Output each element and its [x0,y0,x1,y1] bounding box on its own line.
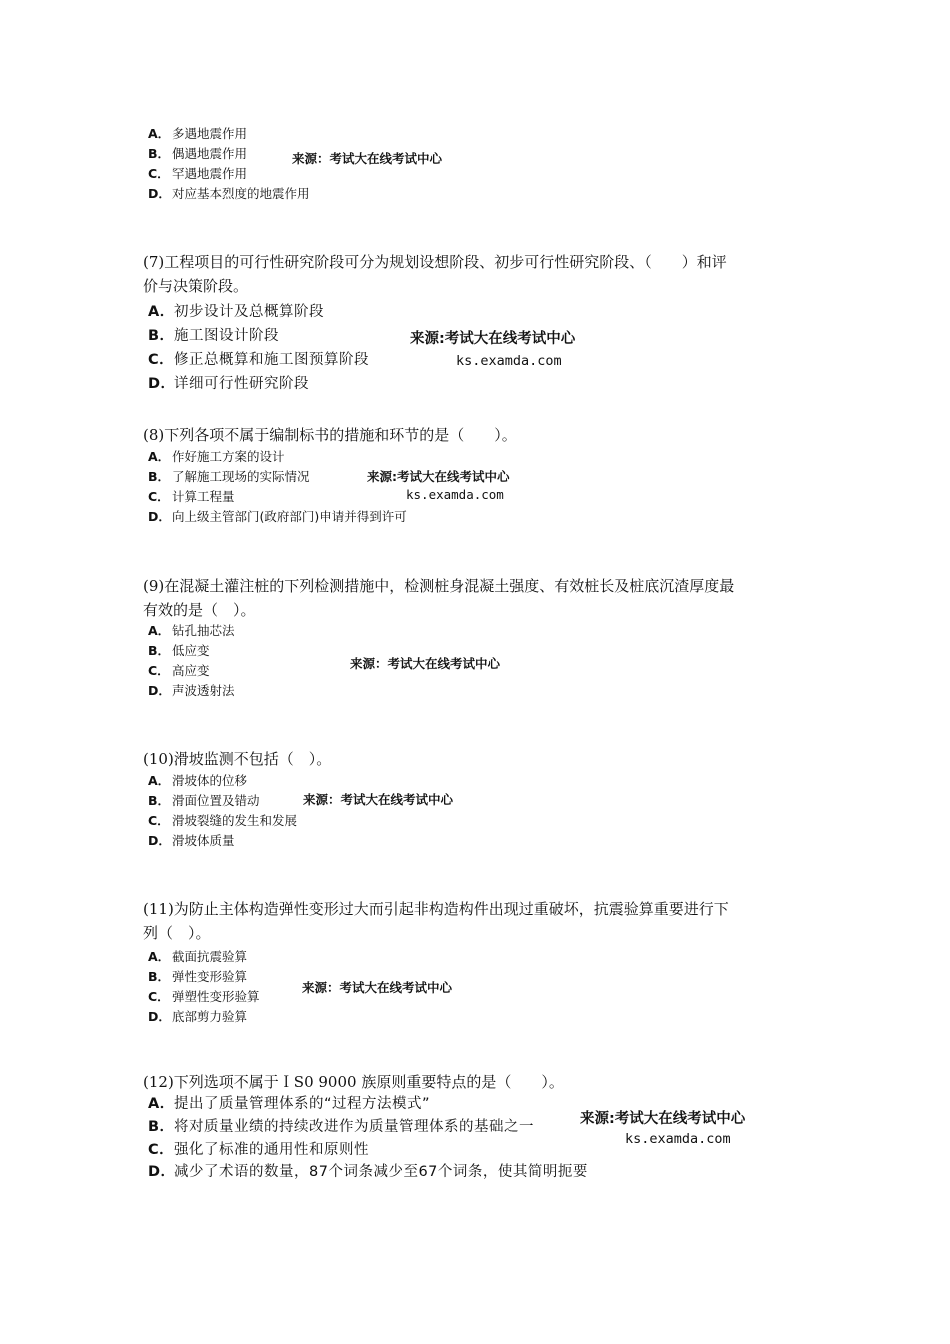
source-watermark: 来源:考试大在线考试中心 [580,1111,746,1127]
option-b: B． 低应变 [148,643,210,658]
question-stem: (8)下列各项不属于编制标书的措施和环节的是（ ）。 [143,426,517,444]
option-a: A． 作好施工方案的设计 [148,449,285,464]
option-b: B． 弹性变形验算 [148,969,248,984]
option-d: D．滑坡体质量 [148,833,235,848]
source-watermark: 来源：考试大在线考试中心 [302,980,453,995]
option-b: B． 滑面位置及错动 [148,793,260,808]
source-watermark: 来源：考试大在线考试中心 [292,151,443,166]
question-stem: (11)为防止主体构造弹性变形过大而引起非构造构件出现过重破坏，抗震验算重要进行下 列（ ）。 [143,900,729,942]
source-watermark: 来源:考试大在线考试中心 [410,331,576,347]
option-c: C．强化了标准的通用性和原则性 [148,1142,369,1158]
option-c: C． 高应变 [148,663,210,678]
option-d: D．向上级主管部门(政府部门)申请并得到许可 [148,509,407,524]
option-a: A． 截面抗震验算 [148,949,248,964]
option-d: D．详细可行性研究阶段 [148,376,309,392]
option-d: D．声波透射法 [148,683,235,698]
source-url: ks.examda.com [406,487,504,502]
option-b: B． 了解施工现场的实际情况 [148,469,310,484]
option-c: C． 滑坡裂缝的发生和发展 [148,813,298,828]
source-watermark: 来源：考试大在线考试中心 [303,792,454,807]
option-a: A． 多遇地震作用 [148,126,248,141]
option-c: C． 罕遇地震作用 [148,166,248,181]
option-b: B．施工图设计阶段 [148,328,279,344]
question-stem: (12)下列选项不属于ＩS0 9000 族原则重要特点的是（ ）。 [143,1073,564,1091]
option-a: A．提出了质量管理体系的“过程方法模式” [148,1096,431,1112]
option-d: D．底部剪力验算 [148,1009,248,1024]
source-watermark: 来源：考试大在线考试中心 [350,656,501,671]
option-b: B． 偶遇地震作用 [148,146,248,161]
option-a: A． 滑坡体的位移 [148,773,248,788]
option-b: B．将对质量业绩的持续改进作为质量管理体系的基础之一 [148,1119,534,1135]
question-stem: (10)滑坡监测不包括（ ）。 [143,750,332,768]
source-watermark: 来源:考试大在线考试中心 [367,469,510,484]
source-url: ks.examda.com [625,1131,731,1147]
source-url: ks.examda.com [456,353,562,369]
option-a: A．初步设计及总概算阶段 [148,304,324,320]
option-c: C．修正总概算和施工图预算阶段 [148,352,369,368]
question-stem: (9)在混凝土灌注桩的下列检测措施中，检测桩身混凝土强度、有效桩长及桩底沉渣厚度最 有效的是（ ）。 [143,577,735,619]
question-stem: (7)工程项目的可行性研究阶段可分为规划设想阶段、初步可行性研究阶段、（ ）和评 价与决策阶段。 [143,253,727,295]
option-d: D．减少了术语的数量，87个词条减少至67个词条，使其简明扼要 [148,1164,588,1180]
option-c: C． 弹塑性变形验算 [148,989,260,1004]
option-d: D．对应基本烈度的地震作用 [148,186,310,201]
option-c: C． 计算工程量 [148,489,235,504]
option-a: A． 钻孔抽芯法 [148,623,235,638]
